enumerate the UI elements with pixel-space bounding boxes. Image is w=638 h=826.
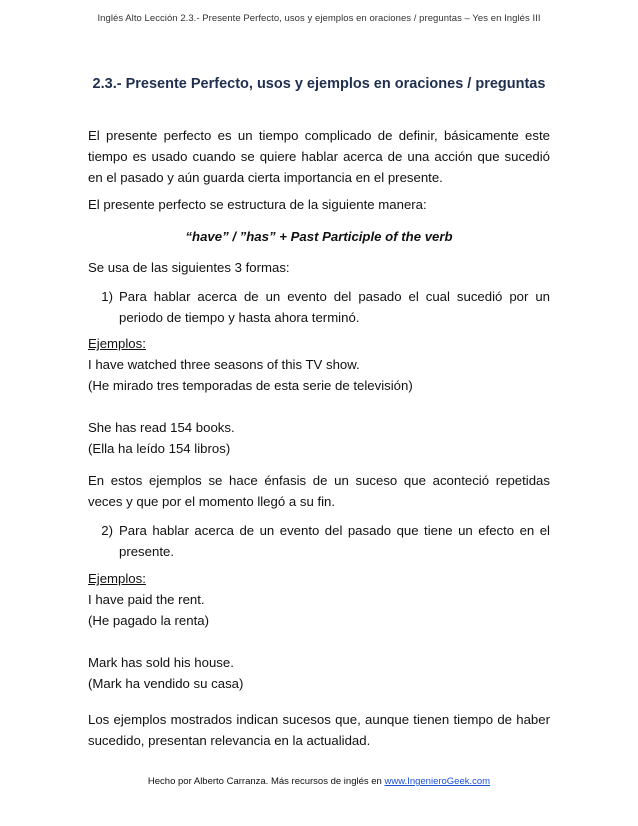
formula-block (88, 226, 550, 247)
examples-2 (88, 568, 550, 694)
footer-text: Hecho por Alberto Carranza. Más recursos de inglés en (147, 776, 385, 787)
examples-label: Ejemplos: (88, 336, 146, 351)
formula: “have” / ”has” + Past Participle of the verb (185, 229, 453, 244)
page-title: 2.3.- Presente Perfecto, usos y ejemplos en oraciones / preguntas (92, 76, 546, 92)
forms-intro: Se usa de las siguientes 3 formas: (88, 260, 290, 275)
note-paragraph: Los ejemplos mostrados indican sucesos que, aunque tienen tiempo de haber sucedido, presentan relevancia en la actualidad. (88, 712, 550, 748)
intro-paragraph: El presente perfecto es un tiempo complicado de definir, básicamente este tiempo es usado cuando se quiere hablar acerca de una acción que sucedió en el pasado y aún guarda cierta importancia en el presente. (88, 128, 550, 185)
example-en: She has read 154 books. (88, 420, 235, 435)
examples-1 (88, 333, 550, 459)
structure-intro-block (88, 194, 550, 215)
example-es: (Ella ha leído 154 libros) (88, 441, 231, 456)
example-en: I have watched three seasons of this TV show. (88, 357, 360, 372)
page-footer (0, 776, 638, 787)
example-en: I have paid the rent. (88, 592, 205, 607)
list-item-2 (88, 520, 550, 562)
examples-label: Ejemplos: (88, 571, 146, 586)
page-header: Inglés Alto Lección 2.3.- Presente Perfecto, usos y ejemplos en oraciones / preguntas – Yes en Inglés III (97, 13, 541, 24)
note-paragraph: En estos ejemplos se hace énfasis de un suceso que aconteció repetidas veces y que por el momento llegó a su fin. (88, 473, 550, 509)
intro-block (88, 125, 550, 188)
list-item-1 (88, 286, 550, 328)
list-text: Para hablar acerca de un evento del pasado que tiene un efecto en el presente. (119, 523, 550, 559)
example-es: (He pagado la renta) (88, 613, 209, 628)
example-en: Mark has sold his house. (88, 655, 234, 670)
list-text: Para hablar acerca de un evento del pasado el cual sucedió por un periodo de tiempo y hasta ahora terminó. (119, 289, 550, 325)
list-number: 1) (101, 289, 113, 304)
list-number: 2) (101, 523, 113, 538)
footer-link[interactable]: www.IngenieroGeek.com (384, 776, 491, 787)
example-es: (Mark ha vendido su casa) (88, 676, 244, 691)
note-2-block (88, 709, 550, 751)
forms-intro-block (88, 257, 550, 278)
structure-intro: El presente perfecto se estructura de la siguiente manera: (88, 197, 427, 212)
note-1-block (88, 470, 550, 512)
example-es: (He mirado tres temporadas de esta serie de televisión) (88, 378, 413, 393)
